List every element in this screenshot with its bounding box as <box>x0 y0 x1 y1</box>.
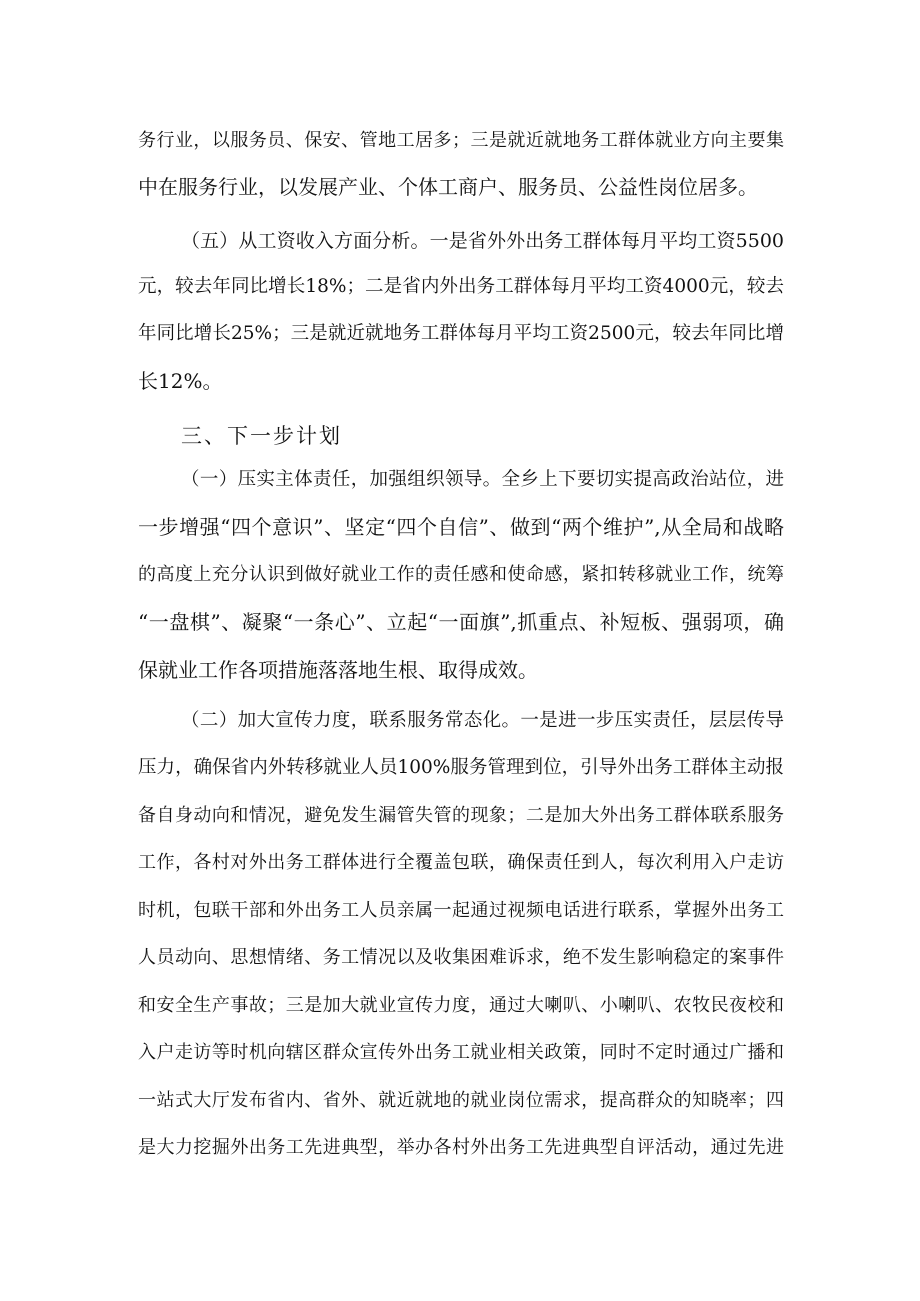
paragraph-line: 务行业，以服务员、保安、管地工居多；三是就近就地务工群体就业方向主要集 <box>138 130 784 151</box>
paragraph-line: 是大力挖掘外出务工先进典型，举办各村外出务工先进典型自评活动，通过先进 <box>138 1137 784 1158</box>
paragraph-line: （五）从工资收入方面分析。一是省外外出务工群体每月平均工资5500 <box>181 230 784 252</box>
paragraph-line: 中在服务行业，以发展产业、个体工商户、服务员、公益性岗位居多。 <box>138 175 758 199</box>
paragraph-line: （一）压实主体责任，加强组织领导。全乡上下要切实提高政治站位，进 <box>181 469 784 490</box>
paragraph-line: 一步增强“四个意识”、坚定“四个自信”、做到“两个维护”,从全局和战略 <box>138 515 784 539</box>
paragraph-line: 一站式大厅发布省内、省外、就近就地的就业岗位需求，提高群众的知晓率；四 <box>138 1090 784 1111</box>
paragraph-line: “一盘棋”、凝聚“一条心”、立起“一面旗”,抓重点、补短板、强弱项，确 <box>138 610 784 634</box>
paragraph-line: 年同比增长25%；三是就近就地务工群体每月平均工资2500元，较去年同比增 <box>138 323 784 344</box>
paragraph-line: 保就业工作各项措施落落地生根、取得成效。 <box>138 658 538 682</box>
section-heading: 三、下一步计划 <box>181 424 342 448</box>
paragraph-line: 长12%。 <box>138 369 223 393</box>
paragraph-line: 人员动向、思想情绪、务工情况以及收集困难诉求，绝不发生影响稳定的案事件 <box>138 947 784 968</box>
paragraph-line: 和安全生产事故；三是加大就业宣传力度，通过大喇叭、小喇叭、农牧民夜校和 <box>138 995 784 1016</box>
paragraph-line: 压力，确保省内外转移就业人员100%服务管理到位，引导外出务工群体主动报 <box>138 757 784 778</box>
paragraph-line: 工作，各村对外出务工群体进行全覆盖包联，确保责任到人，每次利用入户走访 <box>138 852 784 873</box>
paragraph-line: 元，较去年同比增长18%；二是省内外出务工群体每月平均工资4000元，较去 <box>138 276 784 297</box>
paragraph-line: 时机，包联干部和外出务工人员亲属一起通过视频电话进行联系，掌握外出务工 <box>138 900 784 921</box>
paragraph-line: 备自身动向和情况，避免发生漏管失管的现象；二是加大外出务工群体联系服务 <box>138 805 784 826</box>
paragraph-line: 的高度上充分认识到做好就业工作的责任感和使命感，紧扣转移就业工作，统筹 <box>138 564 784 585</box>
paragraph-line: 入户走访等时机向辖区群众宣传外出务工就业相关政策，同时不定时通过广播和 <box>138 1042 784 1063</box>
paragraph-line: （二）加大宣传力度，联系服务常态化。一是进一步压实责任，层层传导 <box>181 710 784 731</box>
